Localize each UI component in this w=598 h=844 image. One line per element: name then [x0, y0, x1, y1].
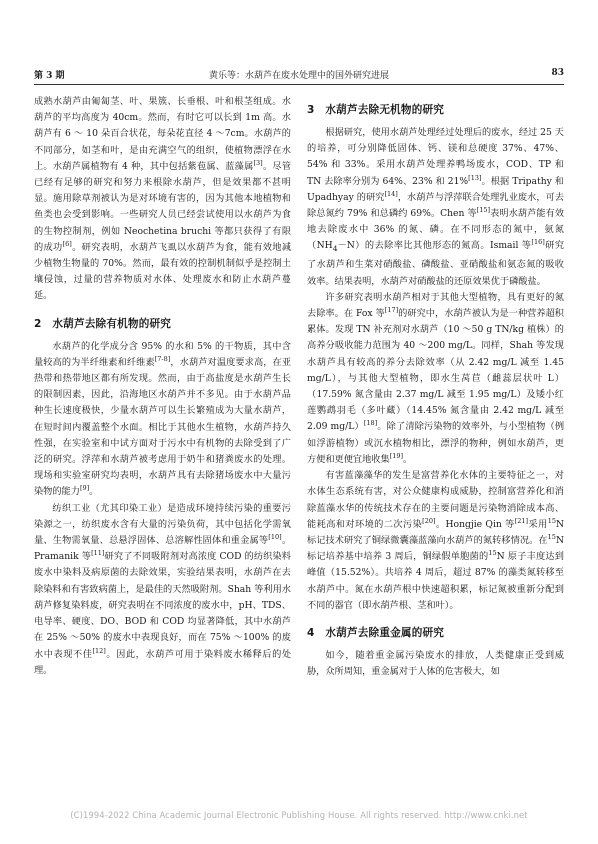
paragraph-section-2-2: 纺织工业（尤其印染工业）是造成环境持续污染的重要污染源之一，纺织废水含有大量的污染负荷，其中包括化学需氧量、生物需氧量、总悬浮固体、总溶解性固体和重金属等[10]。Pramanik 等[11]研究了不同吸附剂对高浓度 COD 的纺织染料废水中染料及病原菌的去除效果，实验结果表明，水葫芦在去除染料和有害致病菌上，是最佳的天然吸附剂。Shah 等利用水葫芦修复染料废，研究表明在不同浓度的废水中，pH、TDS、电导率、硬度、DO、BOD 和 COD 均显著降低，其中水葫芦在 25% ～50% 的废水中表现良好，而在 75% ～100% 的废水中表现不佳[12]。因此，水葫芦可用于染料废水稀释后的处理。	[34, 502, 292, 676]
page-number: 83	[551, 68, 564, 78]
copyright-footer: (C)1994-2022 China Academic Journal Electronic Publishing House. All rights reserved. http://www.cnki.net	[70, 810, 528, 820]
issue-number: 第 3 期	[34, 71, 65, 81]
paragraph-section-3-3: 有害蓝藻藻华的发生是富营养化水体的主要特征之一，对水体生态系统有害，对公众健康构成威胁，控制富营养化和消除蓝藻水华的传统技术存在的主要问题是污染物消除成本高、能耗高和对环境的二次污染[20]。Hongjie Qin 等[21]采用$^{15}$N 标记技术研究了铜绿微囊藻蓝藻向水葫芦的氮转移情况。在$^{15}$N 标记培养基中培养 3 周后，铜绿假单胞菌的$^{15}$N 原子丰度达到峰值（15.52%）。共培养 4 周后，超过 87% 的藻类氮转移至水葫芦中。氮在水葫芦根中快速超积累，标记氮被重新分配到不同的器官（即水葫芦根、茎和叶）。	[307, 470, 565, 611]
paragraph-section-3-1: 根据研究，使用水葫芦处理经过处理后的废水，经过 25 天的培养，可分别降低固体、钙、镁和总硬度 37%、47%、54% 和 33%。采用水葫芦处理养鸭场废水，COD、TP 和 TN 去除率分别为 64%、23% 和 21%[13]。根据 Tripathy 和 Upadhyay 的研究[14]，水葫芦与浮萍联合处理乳业废水，可去除总氮约 79% 和总磷约 69%。Chen 等[15]表明水葫芦能有效地去除废水中 36% 的氮、磷。在不同形态的氮中，氨氮$(NH_4-N)$的去除率比其他形态的氮高。Ismail 等[16]研究了水葫芦和生菜对硝酸盐、磷酸盐、亚硝酸盐和氨态氮的吸收效率。结果表明，水葫芦对硝酸盐的还原效果优于磷酸盐。	[307, 127, 565, 287]
paragraph-intro-continued: 成熟水葫芦由匍匐茎、叶、果簇、长垂根、叶和根茎组成。水葫芦的平均高度为 40cm。然而，有时它可以长到 1m 高。水葫芦有 6 ～ 10 朵百合状花，每朵花直径 4 ～7cm。水葫芦的不同部分，如茎和叶，是由充满空气的组织，使植物漂浮在水上。水葫芦属植物有 4 种，其中包括紫苞属、蓝藻属[3]。尽管已经有足够的研究和努力来根除水葫芦，但是效果都不甚明显。施用除草剂被认为是对环境有害的，因为其他本地植物和鱼类也会受到影响。一些研究人员已经尝试使用以水葫芦为食的生物控制剂，例如 Neochetina bruchi 等都只获得了有限的成功[6]。研究表明，水葫芦飞虱以水葫芦为食，能有效地减少植物生物量的 70%。然而，最有效的控制机制似乎是控制土壤侵蚀，过量的营养物质对水体、处理废水和防止水葫芦蔓延。	[34, 96, 292, 302]
page-header	[34, 68, 564, 82]
section-3-heading: 3 水葫芦去除无机物的研究	[307, 104, 445, 116]
left-column	[34, 94, 291, 679]
header-rule	[34, 84, 564, 85]
section-4-heading: 4 水葫芦去除重金属的研究	[307, 626, 445, 639]
section-2-heading: 2 水葫芦去除有机物的研究	[34, 317, 172, 330]
running-title: 黄乐等：水葫芦在废水处理中的国外研究进展	[208, 71, 389, 81]
paragraph-section-2-1: 水葫芦的化学成分含 95% 的水和 5% 的干物质，其中含量较高的为半纤维素和纤维素[7-8]，水葫芦对温度要求高，在亚热带和热带地区都有所发现。然而，由于高盐度是水葫芦生长的限制因素，因此，沿海地区水葫芦并不多见。由于水葫芦品种生长速度极快，少量水葫芦可以生长繁殖成为大量水葫芦，在短时间内覆盖整个水面。相比于其他水生植物，水葫芦持久性强，在实验室和中试方面对于污水中有机物的去除受到了广泛的研究。浮萍和水葫芦被考虑用于奶牛和猪粪废水的处理。现场和实验室研究均表明，水葫芦具有去除猪场废水中大量污染物的能力[9]。	[34, 340, 292, 498]
right-column	[307, 94, 564, 680]
paragraph-section-3-2: 许多研究表明水葫芦相对于其他大型植物，具有更好的氮去除率。在 Fox 等[17]的研究中，水葫芦被认为是一种营养超积累体。发现 TN 补充剂对水葫芦（10 ～50 g TN/kg 植株）的高养分吸收能力范围为 40 ～200 mg/L。同样，Shah 等发现水葫芦具有较高的养分去除效率（从 2.42 mg/L 减至 1.45 mg/L），与其他大型植物，即水生莴苣（雌蕊层状叶 L）（17.59% 氮含量由 2.37 mg/L 减至 1.95 mg/L）及矮小红莲鹦鹉羽毛（多叶藏）（14.45% 氮含量由 2.42 mg/L 减至 2.09 mg/L）[18]。除了清除污染物的效率外，与小型植物（例如浮游植物）或沉水植物相比，漂浮的物种，例如水葫芦，更方便和更便宜地收集[19]。	[307, 291, 565, 465]
paragraph-section-4-1: 如今，随着重金属污染废水的排放，人类健康正受到威胁，众所周知，重金属对于人体的危害极大，如	[307, 649, 564, 678]
